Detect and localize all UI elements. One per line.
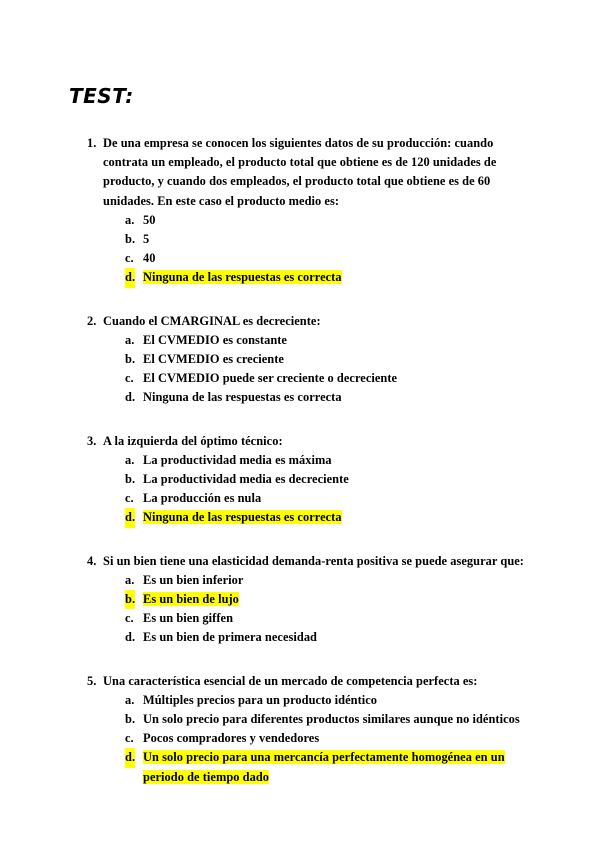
answer-option-text: La productividad media es máxima: [143, 452, 332, 467]
answer-option-letter: d.: [125, 508, 135, 527]
answer-option-letter: b.: [125, 352, 136, 367]
answer-option-letter: a.: [125, 572, 135, 587]
answer-options: [125, 571, 528, 648]
page-bottom-margin: [0, 0, 600, 60]
question-list: [0, 134, 600, 811]
question-block: [0, 312, 600, 408]
answer-option[interactable]: [125, 249, 528, 268]
question-number: 1.: [87, 136, 97, 150]
answer-option[interactable]: [125, 691, 528, 710]
answer-option-text: Es un bien inferior: [143, 572, 244, 587]
answer-option-text: Un solo precio para diferentes productos similares aunque no idénticos: [143, 712, 520, 727]
question-block: [0, 134, 600, 288]
answer-option-text-wrap: [143, 251, 156, 265]
answer-option[interactable]: [125, 710, 528, 729]
answer-option-text: Es un bien de lujo: [143, 592, 239, 607]
answer-option-text: 5: [143, 232, 150, 247]
answer-option-text-wrap: [143, 333, 287, 347]
answer-option-letter: d.: [125, 748, 135, 767]
answer-option[interactable]: [125, 230, 528, 249]
answer-option-text: El CVMEDIO es constante: [143, 332, 287, 347]
question-number: 4.: [87, 553, 97, 568]
answer-option-letter: b.: [125, 712, 136, 727]
answer-option[interactable]: [125, 331, 528, 350]
answer-option-text-wrap: [143, 491, 261, 505]
answer-option[interactable]: [125, 729, 528, 748]
answer-option-text: Ninguna de las respuestas es correcta: [143, 270, 342, 285]
answer-option-text-wrap: [143, 232, 149, 246]
answer-option[interactable]: [125, 350, 528, 369]
answer-option-text-wrap: [143, 750, 505, 783]
answer-option-highlighted[interactable]: [125, 508, 528, 527]
question-block: [0, 672, 600, 787]
question-number: 5.: [87, 673, 97, 688]
question-text: Una característica esencial de un mercado de competencia perfecta es:: [103, 673, 478, 688]
answer-option-text: Múltiples precios para un producto idéntico: [143, 692, 378, 707]
answer-option-text-wrap: [143, 510, 342, 524]
answer-option-text-wrap: [143, 390, 342, 404]
answer-option-text: Pocos compradores y vendedores: [143, 731, 320, 746]
page-title: TEST:: [69, 84, 134, 108]
question-text: De una empresa se conocen los siguientes datos de su producción: cuando contrata un empleado, el producto total que obtiene es de 120 unidades de producto, y cuando dos empleados, el producto total que obtiene es de 60 unidades. En este caso el producto medio es:: [103, 136, 497, 208]
answer-option-letter: c.: [125, 491, 134, 506]
answer-options: [125, 211, 528, 288]
answer-option[interactable]: [125, 211, 528, 230]
question-text: Cuando el CMARGINAL es decreciente:: [103, 313, 321, 328]
answer-option-text-wrap: [143, 213, 156, 227]
answer-option-letter: b.: [125, 590, 135, 609]
answer-option-letter: c.: [125, 251, 134, 266]
answer-option[interactable]: [125, 571, 528, 590]
answer-option-letter: a.: [125, 332, 135, 347]
answer-options: [125, 331, 528, 408]
answer-option-text: Ninguna de las respuestas es correcta: [143, 510, 342, 525]
question-block: [0, 432, 600, 528]
answer-option-letter: a.: [125, 452, 135, 467]
answer-option-letter: d.: [125, 268, 135, 287]
answer-option-text-wrap: [143, 270, 342, 284]
answer-option-text: 50: [143, 212, 156, 227]
answer-option-letter: b.: [125, 472, 136, 487]
answer-option-letter: d.: [125, 630, 136, 645]
answer-option[interactable]: [125, 388, 528, 407]
answer-option-text: La productividad media es decreciente: [143, 472, 349, 487]
answer-option-text-wrap: [143, 352, 284, 366]
answer-option[interactable]: [125, 609, 528, 628]
answer-option-letter: c.: [125, 611, 134, 626]
answer-option-text-wrap: [143, 453, 332, 467]
question-text: A la izquierda del óptimo técnico:: [103, 433, 283, 448]
answer-option-text-wrap: [143, 472, 349, 486]
answer-option[interactable]: [125, 369, 528, 388]
question-number: 3.: [87, 433, 97, 448]
answer-option-text: El CVMEDIO puede ser creciente o decreciente: [143, 371, 398, 386]
answer-option-letter: c.: [125, 371, 134, 386]
answer-option-text-wrap: [143, 630, 317, 644]
answer-option-text: Es un bien de primera necesidad: [143, 630, 318, 645]
answer-option-text: El CVMEDIO es creciente: [143, 352, 284, 367]
question-text: Si un bien tiene una elasticidad demanda-renta positiva se puede asegurar que:: [103, 553, 524, 568]
answer-option[interactable]: [125, 451, 528, 470]
answer-options: [125, 451, 528, 528]
question-number: 2.: [87, 313, 97, 328]
answer-option-letter: c.: [125, 731, 134, 746]
answer-option[interactable]: [125, 489, 528, 508]
answer-option-text-wrap: [143, 712, 520, 726]
question-block: [0, 552, 600, 648]
answer-options: [125, 691, 528, 787]
answer-option-highlighted[interactable]: [125, 590, 528, 609]
answer-option-text-wrap: [143, 731, 319, 745]
answer-option-text-wrap: [143, 371, 397, 385]
answer-option[interactable]: [125, 470, 528, 489]
answer-option-text-wrap: [143, 611, 233, 625]
answer-option-letter: d.: [125, 390, 136, 405]
answer-option-highlighted[interactable]: [125, 748, 528, 786]
answer-option-text: Es un bien giffen: [143, 611, 234, 626]
answer-option[interactable]: [125, 628, 528, 647]
answer-option-letter: b.: [125, 232, 136, 247]
answer-option-text-wrap: [143, 573, 243, 587]
answer-option-letter: a.: [125, 212, 135, 227]
answer-option-highlighted[interactable]: [125, 268, 528, 287]
answer-option-text-wrap: [143, 693, 377, 707]
answer-option-letter: a.: [125, 692, 135, 707]
answer-option-text-wrap: [143, 592, 239, 606]
answer-option-text: Un solo precio para una mercancía perfectamente homogénea en un periodo de tiempo dado: [143, 750, 505, 784]
answer-option-text: 40: [143, 251, 156, 266]
answer-option-text: Ninguna de las respuestas es correcta: [143, 390, 342, 405]
answer-option-text: La producción es nula: [143, 491, 262, 506]
